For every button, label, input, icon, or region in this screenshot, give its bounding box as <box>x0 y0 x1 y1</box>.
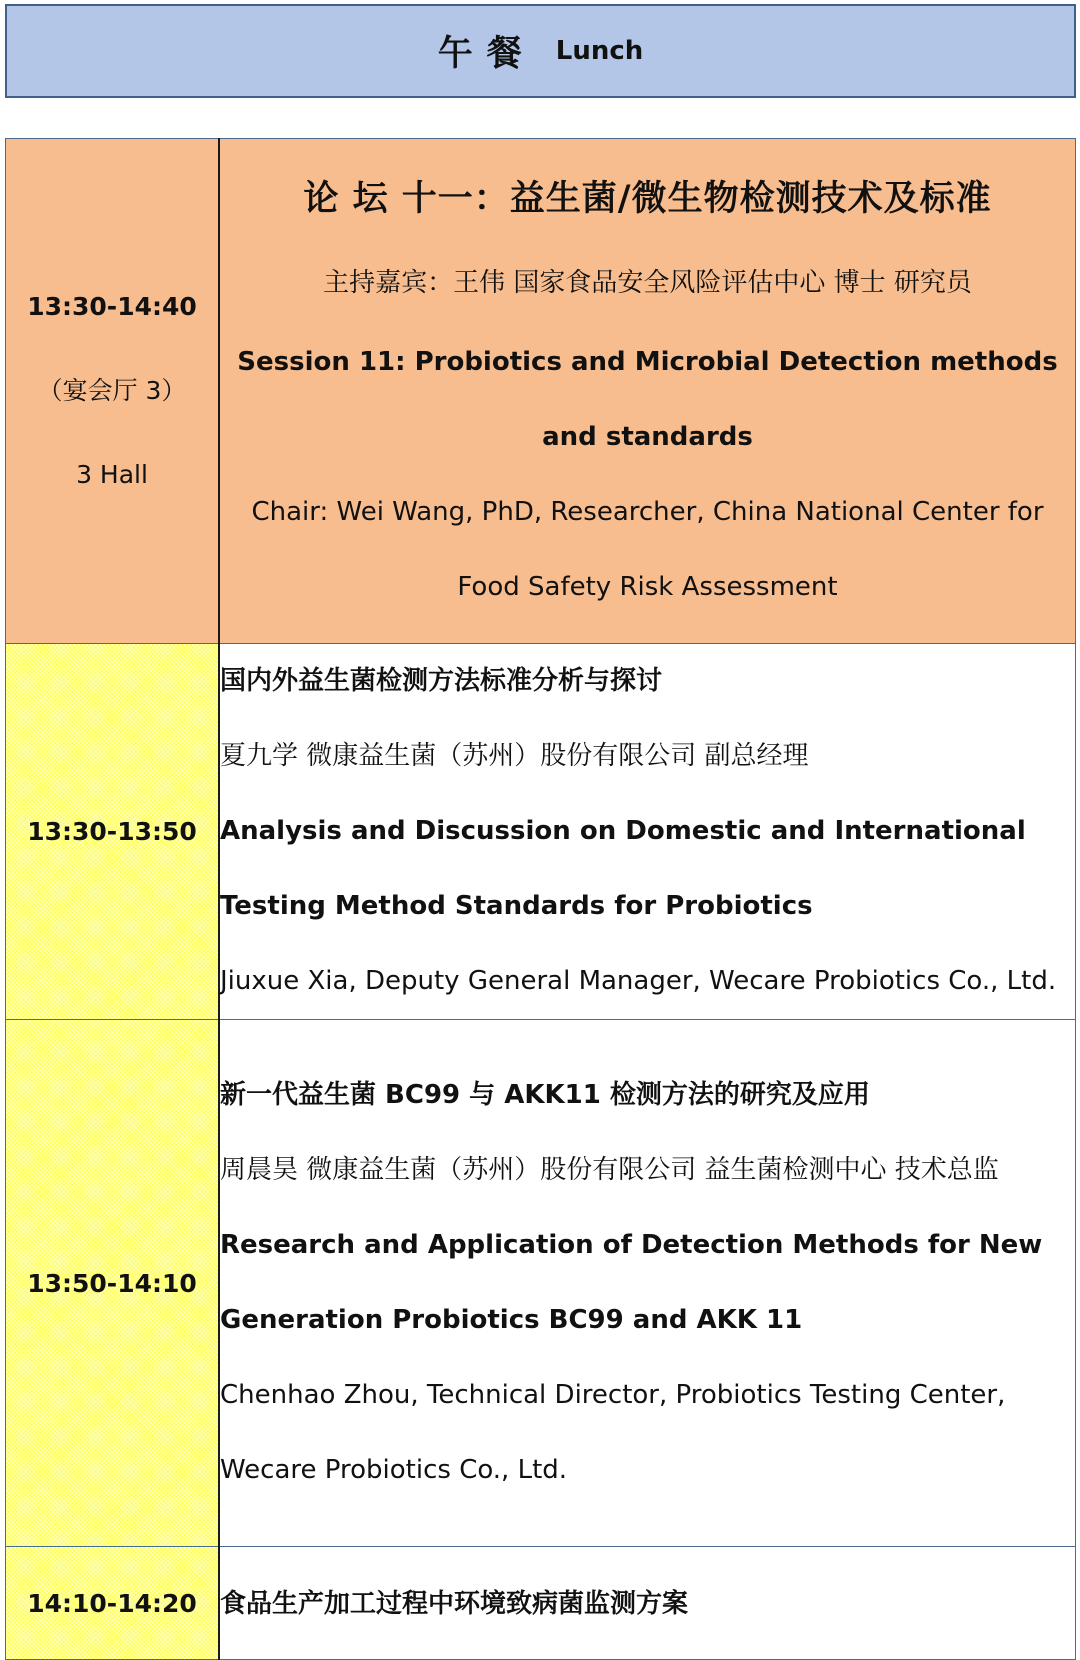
session-time-cell <box>6 139 220 644</box>
talk-title-zh: 国内外益生菌检测方法标准分析与探讨 <box>220 666 663 696</box>
agenda-table <box>5 138 1076 1660</box>
lunch-label-en: Lunch <box>555 36 644 66</box>
talk-speaker-zh: 周晨昊 微康益生菌（苏州）股份有限公司 益生菌检测中心 技术总监 <box>220 1155 999 1185</box>
session-header-row <box>6 139 1076 644</box>
talk-speaker-zh: 夏九学 微康益生菌（苏州）股份有限公司 副总经理 <box>220 741 809 771</box>
lunch-label-zh: 午餐 <box>437 34 536 74</box>
talk-title-zh: 食品生产加工过程中环境致病菌监测方案 <box>220 1588 689 1619</box>
talk-time-cell <box>6 1547 220 1660</box>
talk-title-zh: 新一代益生菌 BC99 与 AKK11 检测方法的研究及应用 <box>220 1080 870 1110</box>
session-chair-en: Chair: Wei Wang, PhD, Researcher, China National Center for Food Safety Risk Assessment <box>251 497 1044 602</box>
talk-time: 13:50-14:10 <box>27 1268 197 1298</box>
session-chair-zh: 主持嘉宾：王伟 国家食品安全风险评估中心 博士 研究员 <box>323 268 972 298</box>
session-venue-en: 3 Hall <box>76 460 148 489</box>
session-venue-zh: （宴会厅 3） <box>37 376 187 405</box>
talk-info-cell <box>219 1547 1076 1660</box>
talk-row <box>6 644 1076 1020</box>
lunch-banner <box>5 4 1076 98</box>
talk-info-cell <box>219 644 1076 1020</box>
session-time: 13:30-14:40 <box>27 292 197 321</box>
talk-row <box>6 1547 1076 1660</box>
talk-speaker-en: Jiuxue Xia, Deputy General Manager, Wecare Probiotics Co., Ltd. <box>220 966 1057 996</box>
talk-time-cell <box>6 1020 220 1547</box>
talk-time: 13:30-13:50 <box>27 817 197 846</box>
talk-info-cell <box>219 1020 1076 1547</box>
talk-time-cell <box>6 644 220 1020</box>
talk-speaker-en: Chenhao Zhou, Technical Director, Probiotics Testing Center, Wecare Probiotics Co., Ltd. <box>220 1380 1006 1485</box>
session-info-cell <box>219 139 1076 644</box>
talk-title-en: Research and Application of Detection Methods for New Generation Probiotics BC99 and AKK 11 <box>220 1230 1043 1335</box>
talk-row <box>6 1020 1076 1547</box>
talk-time: 14:10-14:20 <box>27 1588 197 1618</box>
session-title-zh: 论 坛 十一：益生菌/微生物检测技术及标准 <box>303 179 992 219</box>
session-title-en: Session 11: Probiotics and Microbial Detection methods and standards <box>237 347 1058 452</box>
talk-title-en: Analysis and Discussion on Domestic and International Testing Method Standards for Probiotics <box>220 816 1026 921</box>
